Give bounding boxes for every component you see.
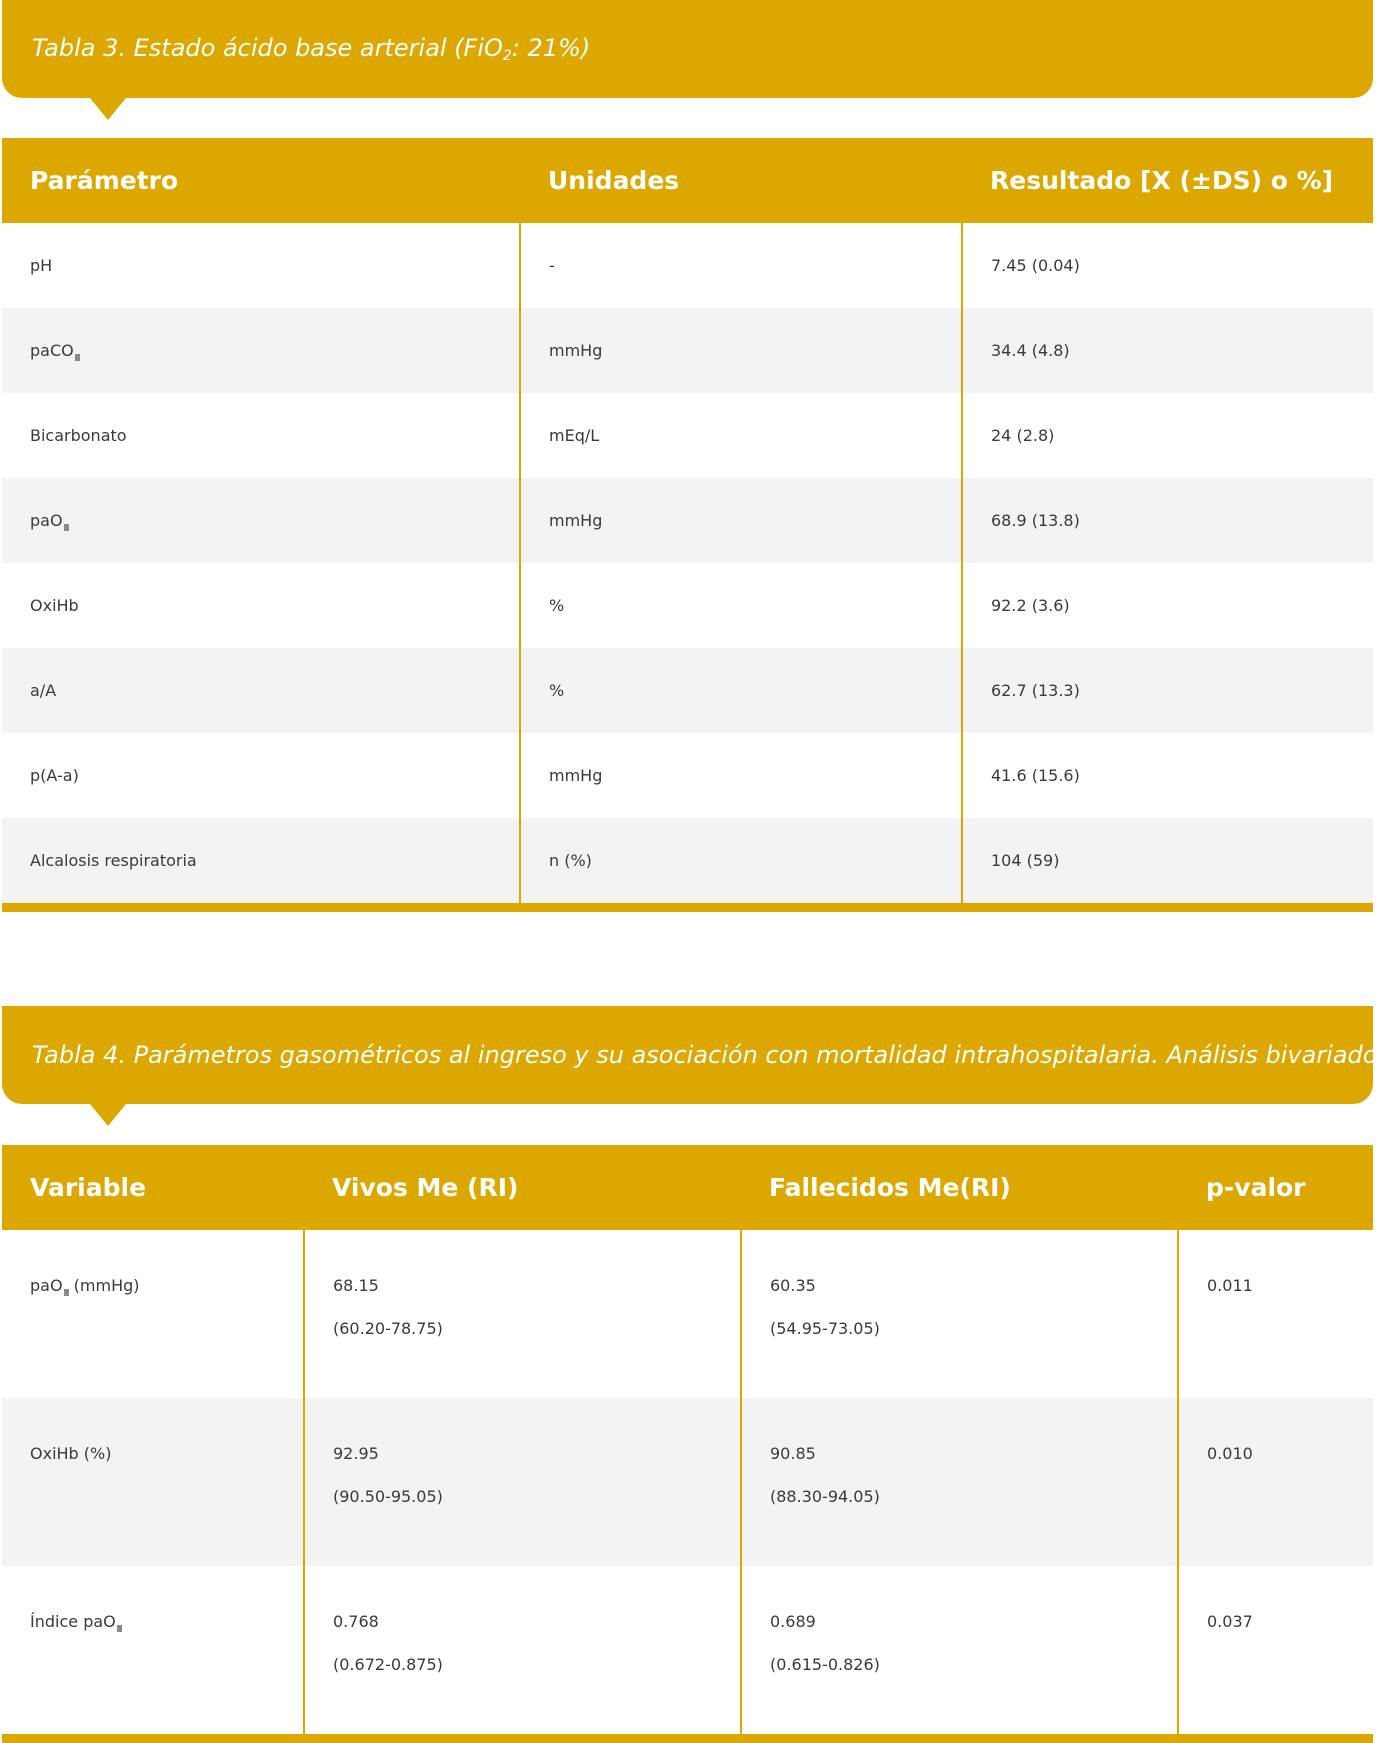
table-row: [2, 1230, 1373, 1398]
unit-cell: %: [520, 648, 962, 733]
table-row: [2, 1398, 1373, 1566]
param-cell: pH: [30, 256, 53, 275]
subscript-placeholder-icon: [64, 524, 69, 531]
table3-caption-text: Tabla 3. Estado ácido base arterial (FiO$_2$: 21%): [32, 34, 591, 64]
fallecidos-cell: 90.85 (88.30-94.05): [741, 1398, 1178, 1566]
pvalue-cell: 0.011: [1178, 1230, 1373, 1398]
variable-cell: paO (mmHg): [30, 1276, 140, 1295]
table3: [2, 138, 1373, 912]
unit-cell: mEq/L: [520, 393, 962, 478]
unit-cell: mmHg: [520, 478, 962, 563]
pvalue-cell: 0.010: [1178, 1398, 1373, 1566]
unit-cell: -: [520, 223, 962, 308]
table-row: [2, 393, 1373, 478]
table4-header-fallecidos: Fallecidos Me(RI): [741, 1145, 1178, 1230]
table4-caption: [2, 1006, 1378, 1104]
table-row: [2, 478, 1373, 563]
result-cell: 92.2 (3.6): [962, 563, 1373, 648]
unit-cell: mmHg: [520, 308, 962, 393]
table4-caption-text: Tabla 4. Parámetros gasométricos al ingreso y su asociación con mortalidad intrahospitalaria. Análisis bivariado: [32, 1041, 1378, 1069]
result-cell: 41.6 (15.6): [962, 733, 1373, 818]
table-row: [2, 563, 1373, 648]
fallecidos-cell: 0.689 (0.615-0.826): [741, 1566, 1178, 1739]
unit-cell: %: [520, 563, 962, 648]
result-cell: 62.7 (13.3): [962, 648, 1373, 733]
unit-cell: mmHg: [520, 733, 962, 818]
vivos-cell: 92.95 (90.50-95.05): [304, 1398, 741, 1566]
result-cell: 104 (59): [962, 818, 1373, 908]
result-cell: 34.4 (4.8): [962, 308, 1373, 393]
subscript-placeholder-icon: [117, 1625, 122, 1632]
table-row: [2, 818, 1373, 908]
table4-header-variable: Variable: [2, 1145, 304, 1230]
unit-cell: n (%): [520, 818, 962, 908]
subscript-placeholder-icon: [75, 354, 80, 361]
result-cell: 7.45 (0.04): [962, 223, 1373, 308]
table4-header-row: [2, 1145, 1373, 1230]
pvalue-cell: 0.037: [1178, 1566, 1373, 1739]
table-row: [2, 223, 1373, 308]
table-row: [2, 648, 1373, 733]
vivos-cell: 68.15 (60.20-78.75): [304, 1230, 741, 1398]
vivos-cell: 0.768 (0.672-0.875): [304, 1566, 741, 1739]
table4-header-pvalue: p-valor: [1178, 1145, 1373, 1230]
table3-caption: [2, 0, 1373, 98]
param-cell: paCO: [2, 308, 520, 393]
param-cell: p(A-a): [30, 766, 79, 785]
table3-header-result: Resultado [X (±DS) o %]: [962, 138, 1373, 223]
param-cell: a/A: [2, 648, 520, 733]
param-cell: paO: [2, 478, 520, 563]
result-cell: 24 (2.8): [962, 393, 1373, 478]
variable-cell: OxiHb (%): [2, 1398, 304, 1566]
table3-header-row: [2, 138, 1373, 223]
table4-header-vivos: Vivos Me (RI): [304, 1145, 741, 1230]
variable-cell: Índice paO: [2, 1566, 304, 1739]
table-row: [2, 1566, 1373, 1739]
param-cell: OxiHb: [30, 596, 79, 615]
fallecidos-cell: 60.35 (54.95-73.05): [741, 1230, 1178, 1398]
table-row: [2, 733, 1373, 818]
param-cell: Bicarbonato: [30, 426, 127, 445]
result-cell: 68.9 (13.8): [962, 478, 1373, 563]
table3-header-unit: Unidades: [520, 138, 962, 223]
param-cell: Alcalosis respiratoria: [2, 818, 520, 908]
table4: [2, 1145, 1373, 1743]
table3-header-param: Parámetro: [2, 138, 520, 223]
table-row: [2, 308, 1373, 393]
